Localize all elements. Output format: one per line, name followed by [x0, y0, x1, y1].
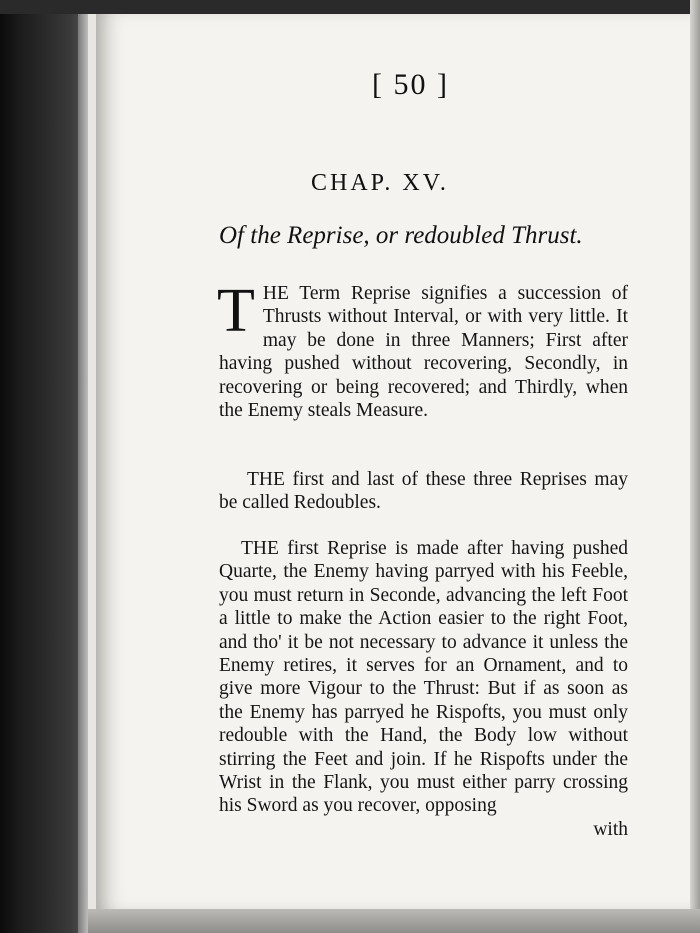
- paragraph-1: [217, 277, 628, 422]
- paragraph-2: THE first and last of these three Reprises may be called Redoubles.: [219, 469, 628, 514]
- chapter-heading: CHAP. XV.: [311, 170, 449, 196]
- book-binding: [0, 0, 88, 933]
- drop-cap: T: [217, 277, 255, 345]
- chapter-title: Of the Reprise, or redoubled Thrust.: [219, 222, 583, 249]
- paragraph-1-text: HE Term Reprise signifies a succession of Thrusts without Interval, or with very little. It may be done in three Manners; First after having pushed without recovering, Secondly, in recovering or being recovered; and Thirdly, when the Enemy steals Measure.: [219, 283, 628, 422]
- paragraph-3: [219, 537, 628, 841]
- facing-page-edge: [690, 0, 700, 933]
- page-bottom-edges: [88, 909, 700, 933]
- paragraph-3-text: THE first Reprise is made after having pushed Quarte, the Enemy having parryed with his Feeble, you must return in Seconde, advancing the left Foot a little to make the Action easier to the right Foot, and tho' it be not necessary to advance it unless the Enemy retires, it serves for an Ornament, and to give more Vigour to the Thrust: But if as soon as the Enemy has parryed he Rispofts, you must only redouble with the Hand, the Body low without stirring the Feet and join. If he Rispofts under the Wrist in the Flank, you must either parry crossing his Sword as you recover, opposing: [219, 538, 628, 817]
- scan-top-border: [0, 0, 700, 14]
- catchword: with: [593, 818, 628, 840]
- page-number: [ 50 ]: [372, 68, 449, 101]
